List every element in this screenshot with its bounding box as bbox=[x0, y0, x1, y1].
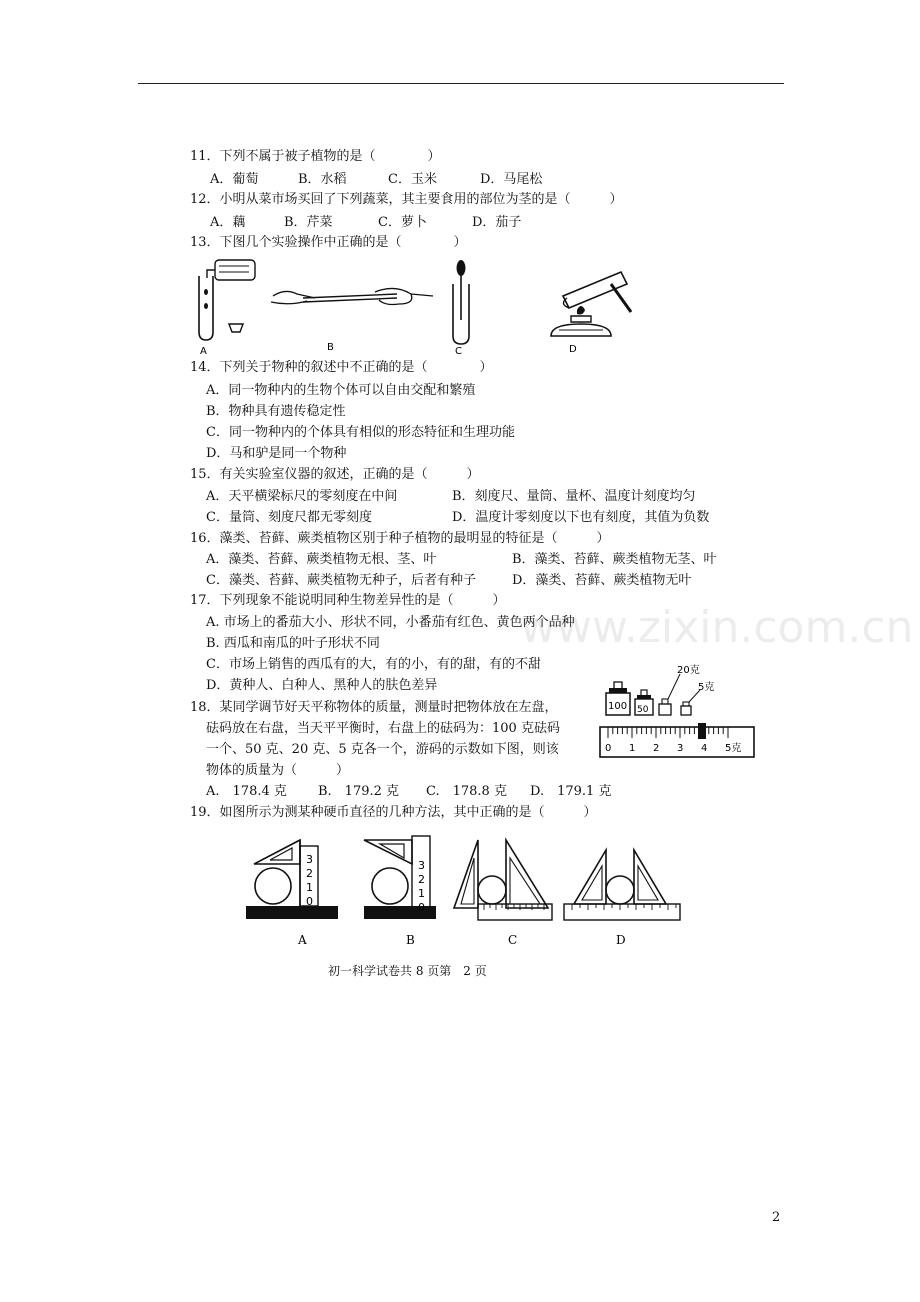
ruler-label: 2 bbox=[653, 743, 660, 754]
weight-100g bbox=[606, 682, 630, 715]
question-11: 11．下列不属于被子植物的是（ ） bbox=[190, 149, 441, 164]
weight-5g-label: 5克 bbox=[698, 682, 715, 693]
balance-beam-ruler bbox=[600, 723, 754, 757]
question-18-line-1: 18．某同学调节好天平称物体的质量，测量时把物体放在左盘， bbox=[190, 700, 558, 715]
q18-figure bbox=[598, 660, 760, 762]
question-18-line-4: 物体的质量为（ ） bbox=[206, 763, 350, 778]
svg-text:0: 0 bbox=[418, 901, 425, 914]
q19-fig-c bbox=[454, 840, 552, 947]
q17-option-a: A. 市场上的番茄大小、形状不同，小番茄有红色、黄色两个品种 bbox=[206, 615, 575, 630]
q14-option-a: A．同一物种内的生物个体可以自由交配和繁殖 bbox=[206, 383, 476, 398]
q12-option-b: B．芹菜 bbox=[284, 215, 333, 230]
q19-label-a: A bbox=[298, 933, 307, 947]
weight-50g bbox=[635, 690, 653, 715]
q16-option-c: C．藻类、苔藓、蕨类植物无种子，后者有种子 bbox=[206, 573, 476, 588]
ruler-label: 0 bbox=[605, 743, 612, 754]
q15-option-b: B．刻度尺、量筒、量杯、温度计刻度均匀 bbox=[452, 489, 696, 504]
weight-20g bbox=[659, 663, 700, 715]
q19-fig-d bbox=[564, 850, 680, 947]
q16-option-a: A．藻类、苔藓、蕨类植物无根、茎、叶 bbox=[206, 552, 437, 567]
svg-text:2: 2 bbox=[306, 867, 313, 880]
q13-figure bbox=[185, 254, 655, 358]
page-number: 2 bbox=[772, 1210, 781, 1225]
q19-label-c: C bbox=[508, 933, 518, 947]
q16-option-b: B．藻类、苔藓、蕨类植物无茎、叶 bbox=[512, 552, 717, 567]
q14-option-c: C．同一物种内的个体具有相似的形态特征和生理功能 bbox=[206, 425, 515, 440]
rider-marker bbox=[698, 723, 706, 739]
question-12: 12．小明从菜市场买回了下列蔬菜，其主要食用的部位为茎的是（ ） bbox=[190, 192, 623, 207]
q14-option-b: B．物种具有遗传稳定性 bbox=[206, 404, 346, 419]
weight-5g bbox=[681, 680, 714, 715]
question-15: 15．有关实验室仪器的叙述，正确的是（ ） bbox=[190, 467, 480, 482]
q18-option-a: A. 178.4 克 bbox=[206, 784, 287, 799]
q19-fig-b bbox=[364, 836, 436, 947]
q12-option-d: D．茄子 bbox=[472, 215, 522, 230]
q15-option-a: A．天平横梁标尺的零刻度在中间 bbox=[206, 489, 398, 504]
q18-option-b: B. 179.2 克 bbox=[318, 784, 400, 799]
q17-option-c: C．市场上销售的西瓜有的大，有的小，有的甜，有的不甜 bbox=[206, 657, 541, 672]
question-13: 13．下图几个实验操作中正确的是（ ） bbox=[190, 235, 467, 250]
question-17: 17．下列现象不能说明同种生物差异性的是（ ） bbox=[190, 593, 506, 608]
q17-option-b: B. 西瓜和南瓜的叶子形状不同 bbox=[206, 636, 380, 651]
q14-option-d: D．马和驴是同一个物种 bbox=[206, 446, 347, 461]
q12-option-c: C．萝卜 bbox=[378, 215, 427, 230]
q18-option-d: D. 179.1 克 bbox=[530, 784, 612, 799]
q17-option-d: D．黄种人、白种人、黑种人的肤色差异 bbox=[206, 678, 438, 693]
svg-text:1: 1 bbox=[418, 887, 425, 900]
q13-fig-c bbox=[453, 260, 469, 357]
q15-option-c: C．量筒、刻度尺都无零刻度 bbox=[206, 510, 372, 525]
svg-text:1: 1 bbox=[306, 881, 313, 894]
question-19: 19．如图所示为测某种硬币直径的几种方法，其中正确的是（ ） bbox=[190, 805, 597, 820]
svg-text:0: 0 bbox=[306, 895, 313, 908]
svg-text:50: 50 bbox=[637, 705, 649, 715]
q11-option-d: D．马尾松 bbox=[480, 172, 543, 187]
watermark: www.zixin.com.cn bbox=[520, 602, 914, 653]
q15-option-d: D．温度计零刻度以下也有刻度，其值为负数 bbox=[452, 510, 710, 525]
q11-option-c: C．玉米 bbox=[388, 172, 437, 187]
ruler-label: 4 bbox=[701, 743, 708, 754]
q19-label-d: D bbox=[616, 933, 626, 947]
question-16: 16．藻类、苔藓、蕨类植物区别于种子植物的最明显的特征是（ ） bbox=[190, 531, 610, 546]
q13-fig-d bbox=[551, 272, 631, 355]
q11-option-a: A．葡萄 bbox=[210, 172, 259, 187]
q13-label-a: A bbox=[200, 346, 207, 357]
q13-label-b: B bbox=[327, 342, 334, 353]
question-18-line-2: 砝码放在右盘，当天平平衡时，右盘上的砝码为：100 克砝码 bbox=[206, 721, 560, 736]
header-rule bbox=[138, 83, 784, 84]
q18-option-c: C. 178.8 克 bbox=[426, 784, 507, 799]
q19-figure bbox=[240, 830, 690, 954]
svg-text:3: 3 bbox=[306, 853, 313, 866]
svg-text:100: 100 bbox=[608, 701, 628, 712]
ruler-label: 5克 bbox=[725, 743, 742, 754]
ruler-label: 1 bbox=[629, 743, 636, 754]
page-footer: 初一科学试卷共 8 页第 2 页 bbox=[328, 964, 487, 978]
q13-fig-b bbox=[271, 288, 433, 353]
question-14: 14．下列关于物种的叙述中不正确的是（ ） bbox=[190, 360, 493, 375]
question-18-line-3: 一个、50 克、20 克、5 克各一个，游码的示数如下图，则该 bbox=[206, 742, 559, 757]
q13-fig-a bbox=[199, 260, 255, 357]
q13-label-d: D bbox=[569, 344, 577, 355]
q12-option-a: A．藕 bbox=[210, 215, 246, 230]
q13-label-c: C bbox=[455, 346, 462, 357]
weight-20g-label: 20克 bbox=[677, 665, 700, 676]
q11-option-b: B．水稻 bbox=[298, 172, 347, 187]
ruler-label: 3 bbox=[677, 743, 684, 754]
svg-text:3: 3 bbox=[418, 859, 425, 872]
q16-option-d: D．藻类、苔藓、蕨类植物无叶 bbox=[512, 573, 692, 588]
svg-text:2: 2 bbox=[418, 873, 425, 886]
q19-fig-a bbox=[246, 840, 338, 947]
q19-label-b: B bbox=[406, 933, 415, 947]
